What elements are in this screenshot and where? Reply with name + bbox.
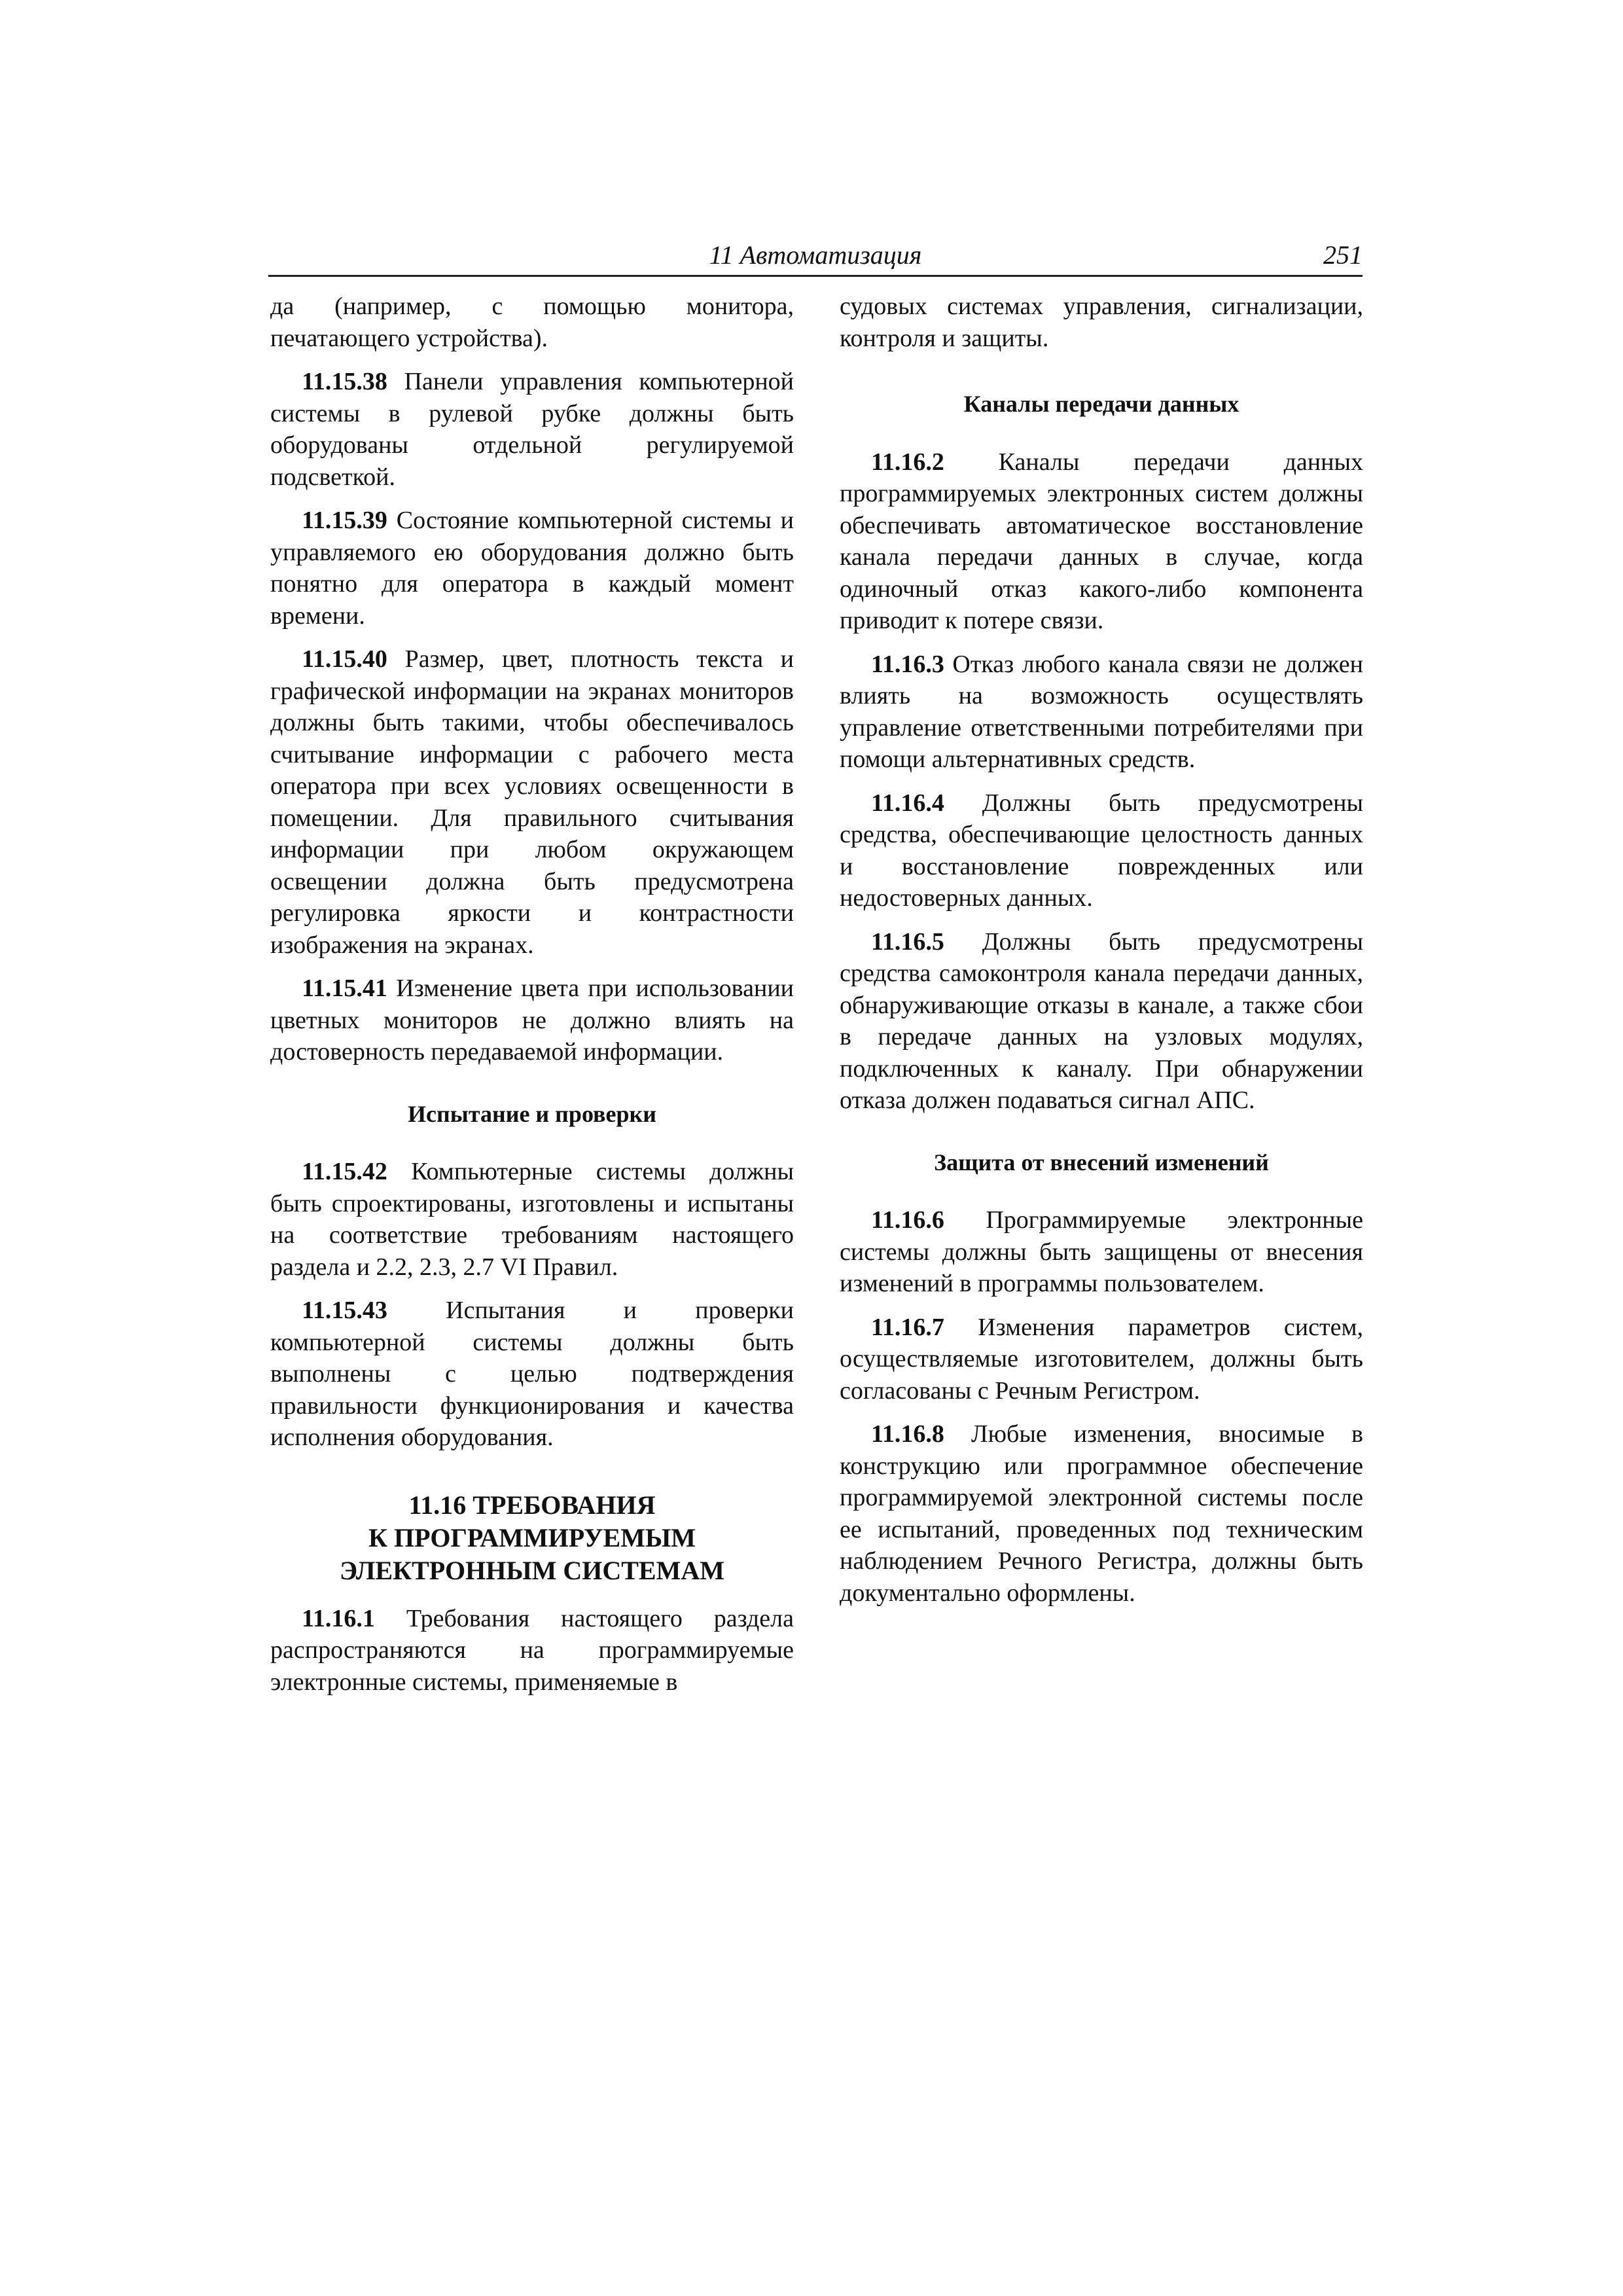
clause-number: 11.15.42 (302, 1158, 387, 1185)
clause-number: 11.15.39 (302, 507, 387, 534)
clause-11-16-4 (840, 787, 1363, 914)
clause-11-16-8 (840, 1418, 1363, 1609)
clause-text: Изменения параметров систем, осуществляемые изготовителем, должны быть согласованы с Речным Регистром. (840, 1313, 1363, 1405)
clause-11-16-1 (270, 1603, 794, 1698)
clause-text: Состояние компьютерной системы и управляемого ею оборудования должно быть понятно для оператора в каждый момент времени. (270, 507, 794, 630)
subheading-tests: Испытание и проверки (408, 1100, 656, 1127)
running-header (268, 237, 1363, 277)
clause-number: 11.15.41 (302, 975, 387, 1002)
subheading-data-channels: Каналы передачи данных (963, 391, 1240, 417)
section-heading (270, 1489, 794, 1587)
paragraph-continuation: судовых системах управления, сигнализации, контроля и защиты. (840, 293, 1363, 352)
clause-number: 11.16.2 (871, 448, 944, 476)
clause-11-15-42 (270, 1156, 794, 1283)
section-heading-line: К ПРОГРАММИРУЕМЫМ (368, 1522, 696, 1552)
clause-11-15-39 (270, 505, 794, 632)
right-column (840, 291, 1363, 1621)
header-title: 11 Автоматизация (709, 240, 922, 270)
clause-text: Должны быть предусмотрены средства самоконтроля канала передачи данных, обнаруживающие отказы в канале, а также сбои в передаче данных на узловых модулях, подключенных к каналу. При обнаружении отказа должен подаваться сигнал АПС. (840, 927, 1363, 1114)
clause-number: 11.15.38 (302, 368, 387, 395)
clause-number: 11.16.4 (871, 789, 944, 817)
clause-11-16-6 (840, 1204, 1363, 1300)
clause-text: Каналы передачи данных программируемых электронных систем должны обеспечивать автоматическое восстановление канала передачи данных в случае, когда одиночный отказ какого-либо компонента приводит к потере связи. (840, 448, 1363, 634)
clause-11-15-41 (270, 973, 794, 1068)
clause-number: 11.16.1 (302, 1604, 375, 1632)
clause-text: Испытания и проверки компьютерной системы должны быть выполнены с целью подтверждения правильности функционирования и качества исполнения оборудования. (270, 1297, 794, 1451)
clause-number: 11.15.43 (302, 1297, 387, 1324)
clause-number: 11.16.8 (871, 1420, 944, 1448)
clause-11-15-38 (270, 366, 794, 493)
left-column (270, 291, 794, 1710)
clause-text: Программируемые электронные системы должны быть защищены от внесения изменений в программы пользователем. (840, 1206, 1363, 1297)
paragraph-continuation: да (например, с помощью монитора, печатающего устройства). (270, 293, 794, 352)
section-heading-line: ЭЛЕКТРОННЫМ СИСТЕМАМ (340, 1555, 724, 1585)
clause-text: Панели управления компьютерной системы в рулевой рубке должны быть оборудованы отдельной регулируемой подсветкой. (270, 368, 794, 491)
clause-11-16-3 (840, 649, 1363, 776)
clause-11-15-40 (270, 643, 794, 961)
clause-text: Должны быть предусмотрены средства, обеспечивающие целостность данных и восстановление поврежденных или недостоверных данных. (840, 789, 1363, 912)
clause-11-16-2 (840, 446, 1363, 637)
clause-text: Изменение цвета при использовании цветных мониторов не должно влиять на достоверность передаваемой информации. (270, 975, 794, 1066)
clause-number: 11.16.6 (871, 1206, 944, 1234)
page-number: 251 (1323, 240, 1363, 270)
clause-text: Компьютерные системы должны быть спроектированы, изготовлены и испытаны на соответствие требованиям настоящего раздела и 2.2, 2.3, 2.7 VI Правил. (270, 1158, 794, 1281)
clause-number: 11.16.7 (871, 1313, 944, 1341)
clause-11-15-43 (270, 1295, 794, 1454)
clause-number: 11.15.40 (302, 645, 387, 673)
clause-11-16-7 (840, 1312, 1363, 1407)
clause-text: Отказ любого канала связи не должен влиять на возможность осуществлять управление ответственными потребителями при помощи альтернативных средств. (840, 650, 1363, 773)
clause-text: Требования настоящего раздела распространяются на программируемые электронные системы, применяемые в (270, 1604, 794, 1696)
clause-number: 11.16.3 (871, 650, 944, 678)
clause-text: Любые изменения, вносимые в конструкцию или программное обеспечение программируемой электронной системы после ее испытаний, проведенных под техническим наблюдением Речного Регистра, должны быть документально оформлены. (840, 1420, 1363, 1607)
subheading-change-protection: Защита от внесений изменений (934, 1149, 1269, 1175)
section-heading-line: 11.16 ТРЕБОВАНИЯ (408, 1490, 656, 1520)
clause-text: Размер, цвет, плотность текста и графической информации на экранах мониторов должны быть такими, чтобы обеспечивалось считывание информации с рабочего места оператора при всех условиях освещенности в помещении. Для правильного считывания информации при любом окружающем освещении должна быть предусмотрена регулировка яркости и контрастности изображения на экранах. (270, 645, 794, 959)
clause-11-16-5 (840, 926, 1363, 1117)
clause-number: 11.16.5 (871, 927, 944, 956)
